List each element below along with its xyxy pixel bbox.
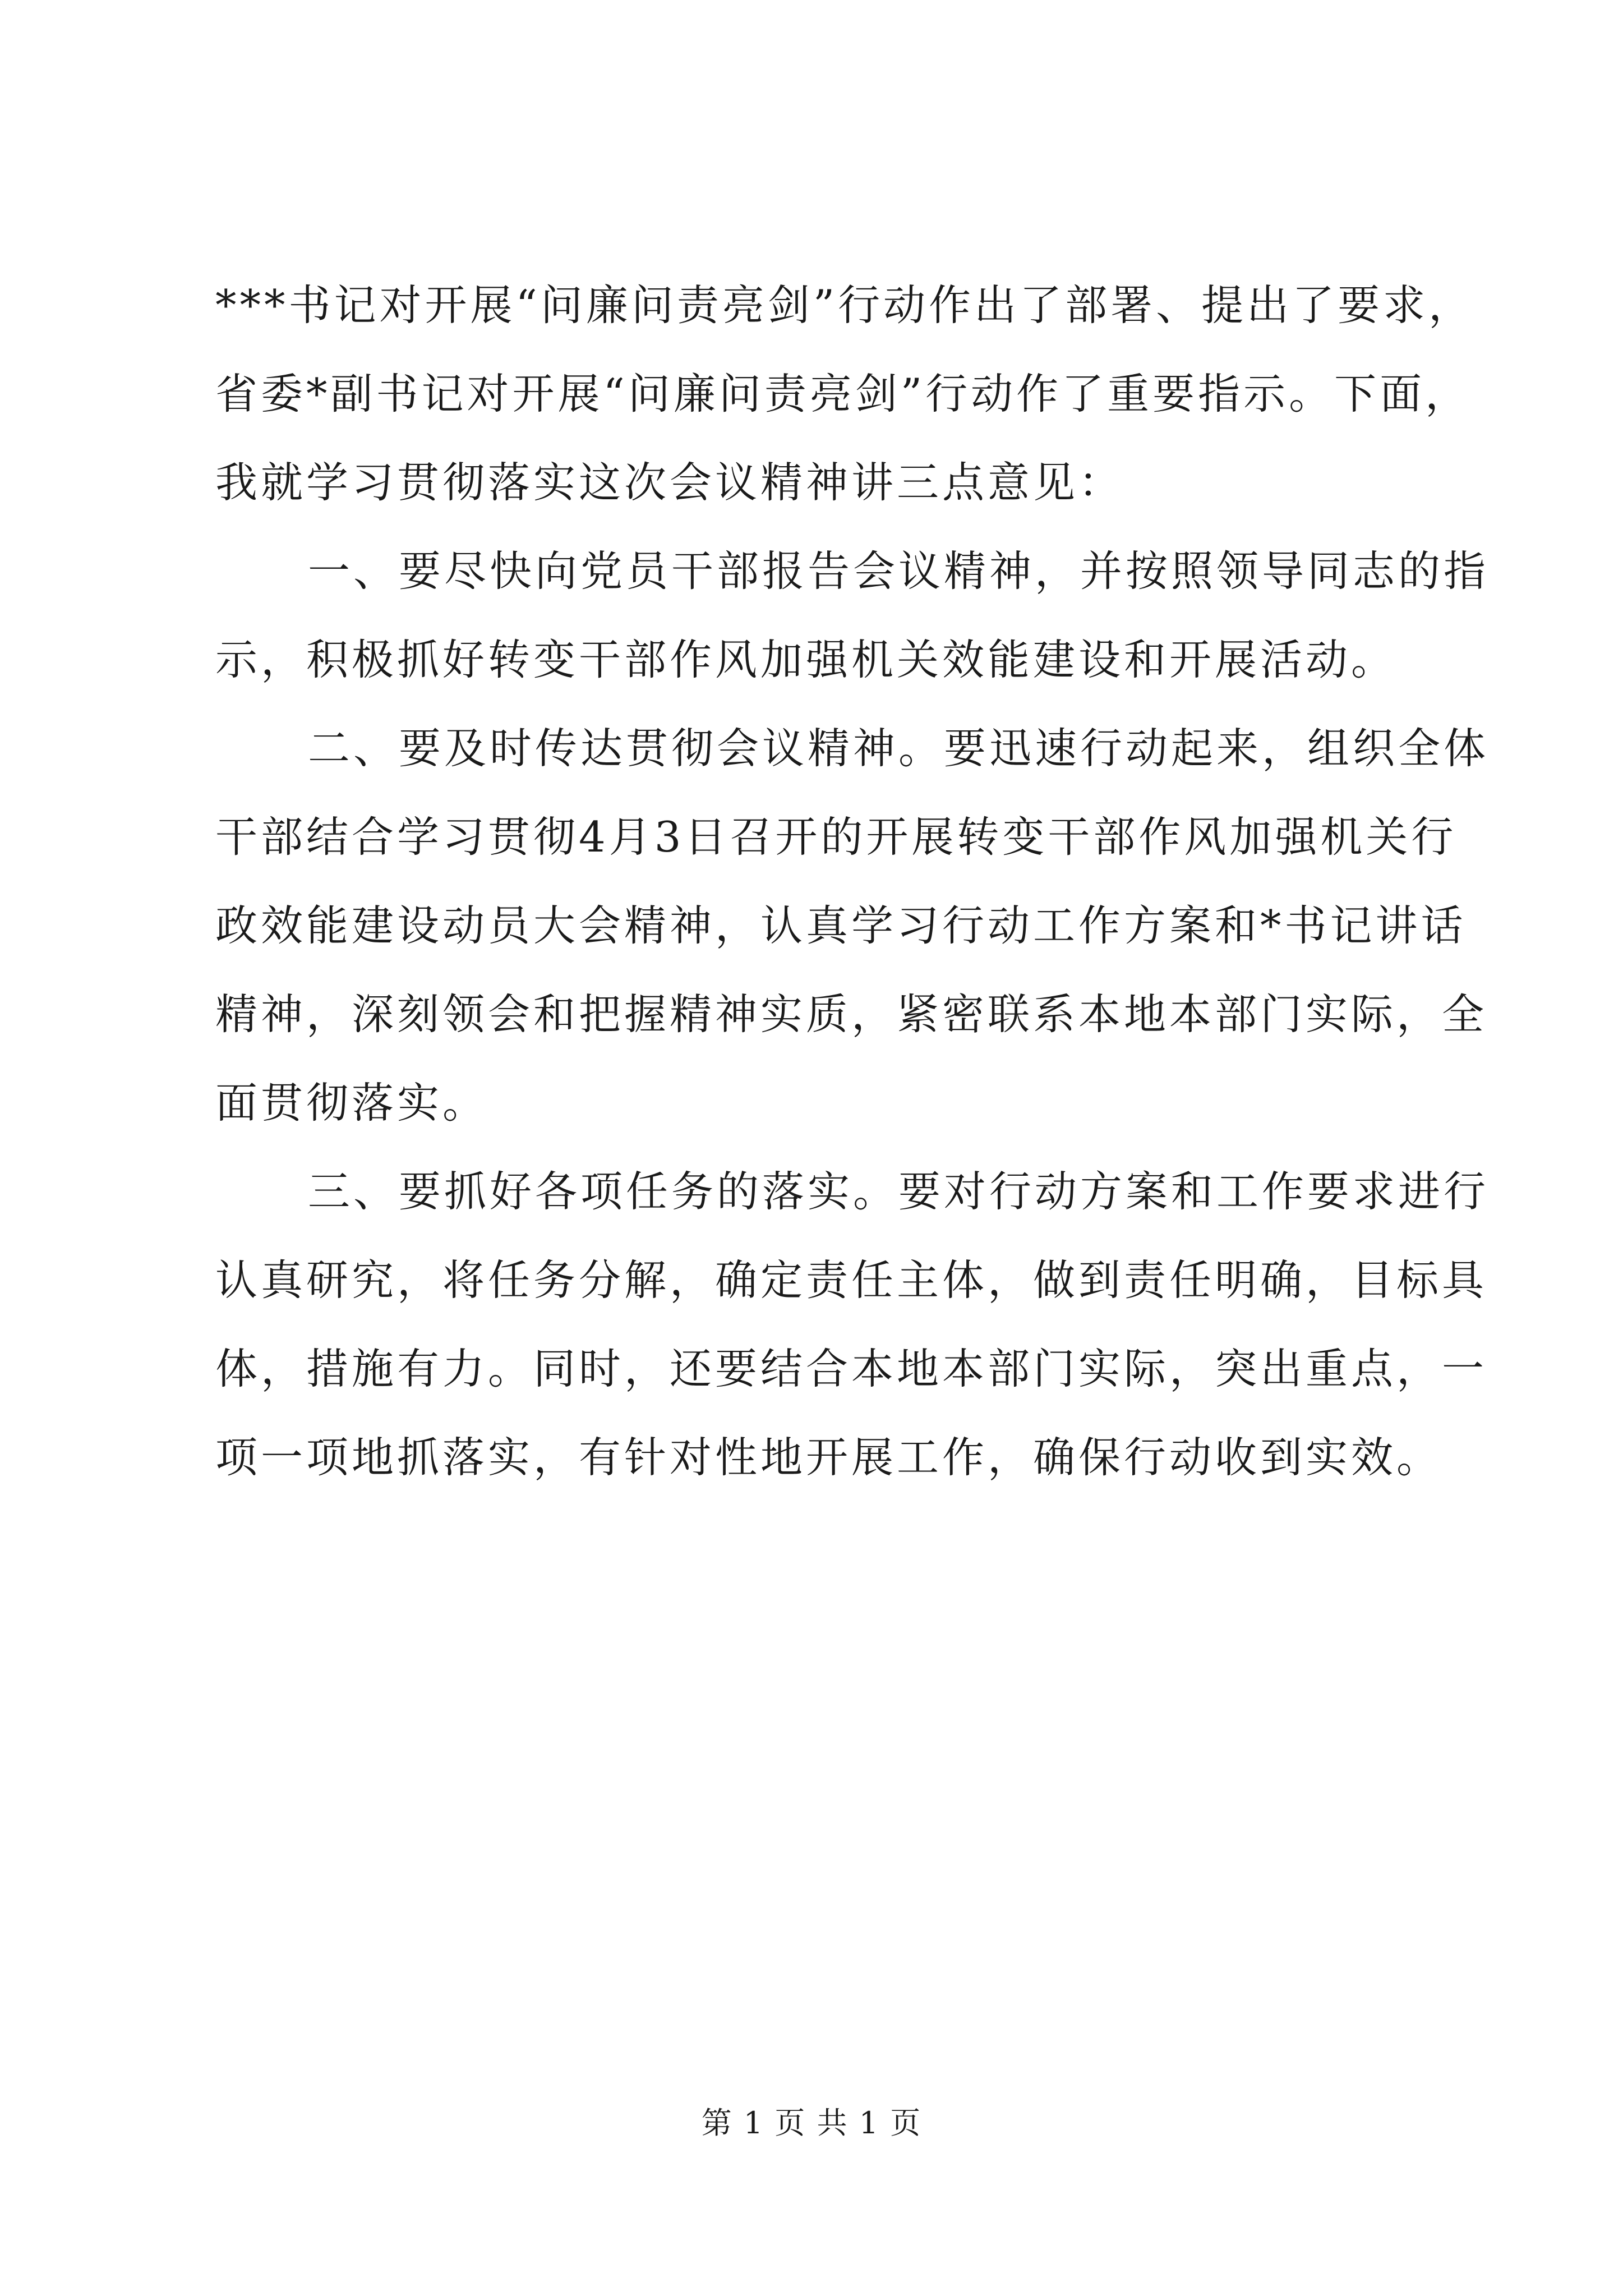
text-line: 认真研究，将任务分解，确定责任主体，做到责任明确，目标具 [215, 1255, 1488, 1305]
text-line: 我就学习贯彻落实这次会议精神讲三点意见： [215, 458, 1124, 507]
text-line: 项一项地抓落实，有针对性地开展工作，确保行动收到实效。 [215, 1433, 1442, 1482]
text-line: 面贯彻落实。 [215, 1078, 488, 1128]
text-line: ***书记对开展“问廉问责亮剑”行动作出了部署、提出了要求， [215, 280, 1474, 330]
page-footer: 第 1 页 共 1 页 [701, 2105, 922, 2141]
paragraph-2-line: 二、要及时传达贯彻会议精神。要迅速行动起来，组织全体 [308, 724, 1490, 773]
text-line: 精神，深刻领会和把握精神实质，紧密联系本地本部门实际，全 [215, 990, 1488, 1039]
text-line: 体，措施有力。同时，还要结合本地本部门实际，突出重点，一 [215, 1344, 1488, 1393]
text-line: 省委*副书记对开展“问廉问责亮剑”行动作了重要指示。下面， [215, 369, 1471, 418]
text-line: 示，积极抓好转变干部作风加强机关效能建设和开展活动。 [215, 635, 1397, 684]
paragraph-1-line: 一、要尽快向党员干部报告会议精神，并按照领导同志的指 [308, 546, 1490, 596]
text-line: 政效能建设动员大会精神，认真学习行动工作方案和*书记讲话 [215, 901, 1467, 950]
paragraph-3-line: 三、要抓好各项任务的落实。要对行动方案和工作要求进行 [308, 1167, 1490, 1216]
text-line: 干部结合学习贯彻4月3日召开的开展转变干部作风加强机关行 [215, 812, 1457, 862]
document-body [215, 261, 1490, 1502]
